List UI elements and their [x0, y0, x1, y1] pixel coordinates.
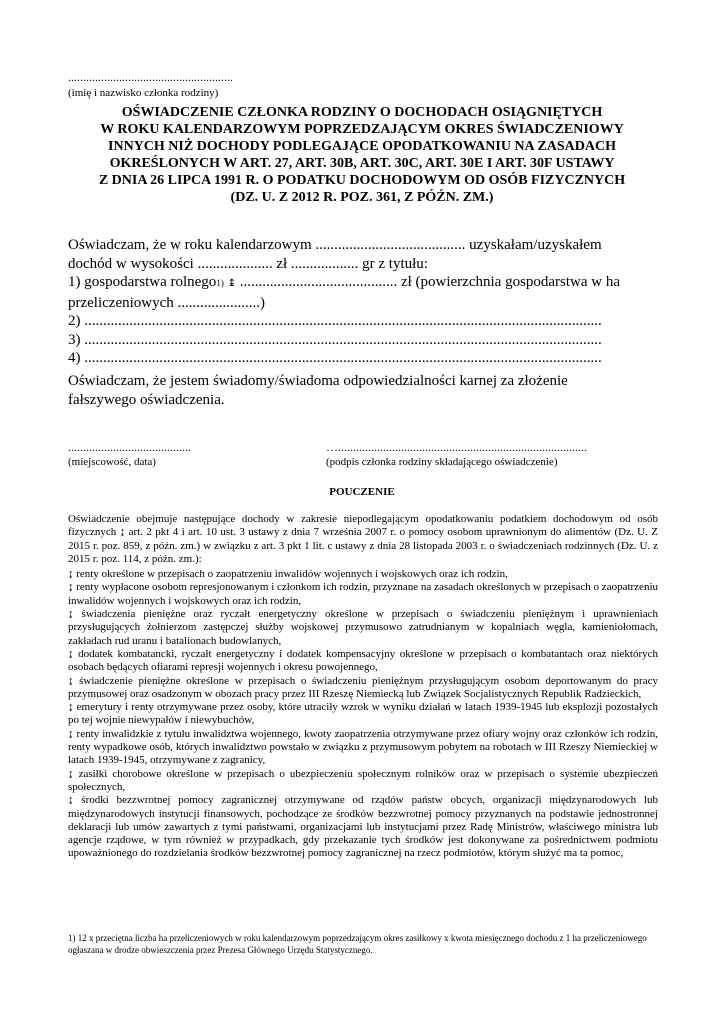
farm-label: 1) gospodarstwa rolnego [68, 274, 217, 290]
place-date-dots: ......................................... [68, 440, 191, 454]
name-caption: (imię i nazwisko członka rodziny) [68, 87, 219, 99]
title-line: (DZ. U. Z 2012 R. POZ. 361, Z PÓŹN. ZM.) [230, 190, 494, 205]
liability-line: fałszywego oświadczenia. [68, 391, 225, 408]
title-line: OŚWIADCZENIE CZŁONKA RODZINY O DOCHODACH OSIĄGNIĘTYCH [121, 105, 603, 120]
pouczenie-intro: Oświadczenie obejmuje następujące dochody w zakresie niepodlegającym opodatkowaniu podatkiem dochodowym od osób fizycznych ↨ art. 2 pkt 4 i art. 10 ust. 3 ustawy z dnia 7 września 2007 r. o pomocy osobom uprawnionym do alimentów (Dz. U. Z 2015 r. poz. 859, z późn. zm.) w związku z art. 3 pkt 1 lit. c ustawy z dnia 28 listopada 2003 r. o świadczeniach rodzinnych (Dz. U. z 2015 r. poz. 114, z późn. zm.): [68, 513, 658, 565]
farm-amount: .......................................... zł (powierzchnia gospodarstwa w ha [235, 274, 621, 290]
title-line: OKREŚLONYCH W ART. 27, ART. 30B, ART. 30C, ART. 30E I ART. 30F USTAWY [109, 156, 615, 171]
title-line: W ROKU KALENDARZOWYM POPRZEDZAJĄCYM OKRES ŚWIADCZENIOWY [100, 122, 624, 137]
title-line: Z DNIA 26 LIPCA 1991 R. O PODATKU DOCHODOWYM OD OSÓB FIZYCZNYCH [98, 173, 626, 188]
declaration-line: dochód w wysokości .................... zł .................. gr z tytułu: [68, 255, 428, 272]
footnote: 1) 12 x przeciętna liczba ha przeliczeniowych w roku kalendarzowym poprzedzającym okres zasiłkowy x kwota miesięcznego dochodu z 1 ha przeliczeniowego ogłaszana w drodze obwieszczenia przez Prezesa Głównego Urzędu Statystycznego. [68, 933, 647, 955]
footnote-ref: 1) [216, 278, 224, 288]
list-item: ↨ emerytury i renty otrzymywane przez osoby, które utraciły wzrok w wyniku działań w latach 1939-1945 lub eksplozji pozostałych po tej wojnie niewypałów i niewybuchów, [68, 701, 658, 727]
name-dots: ....................................................... [68, 70, 233, 84]
list-item: ↨ świadczenia pieniężne oraz ryczałt energetyczny określone w przepisach o świadczeniu pieniężnym i uprawnieniach przysługujących żołnierzom zastępczej służby wojskowej przymusowo zatrudnianym w kopalniach węgla, kamieniołomach, zakładach rud uranu i batalionach budowlanych, [68, 608, 658, 647]
place-date-caption: (miejscowość, data) [68, 456, 156, 468]
document-title [60, 104, 664, 206]
declaration-line: 4) .......................................................................................................................................... [68, 350, 602, 366]
pouczenie-body [68, 513, 658, 861]
list-item: ↨ zasiłki chorobowe określone w przepisach o ubezpieczeniu społecznym rolników oraz w przepisach o systemie ubezpieczeń społecznych, [68, 767, 658, 793]
list-item: ↨ renty wypłacone osobom represjonowanym i członkom ich rodzin, przyznane na zasadach określonych w przepisach o zaopatrzeniu inwalidów wojennych i wojskowych oraz ich rodzin, [68, 581, 658, 607]
liability-line: Oświadczam, że jestem świadomy/świadoma odpowiedzialności karnej za złożenie [68, 373, 568, 389]
liability-statement [68, 372, 668, 409]
list-item: ↨ renty określone w przepisach o zaopatrzeniu inwalidów wojennych i wojskowych oraz ich rodzin, [68, 568, 508, 581]
declaration-line: Oświadczam, że w roku kalendarzowym ........................................ uzyskałam/uzyskałem [68, 237, 602, 253]
list-item: ↨ renty inwalidzkie z tytułu inwalidztwa wojennego, kwoty zaopatrzenia otrzymywane przez ofiary wojny oraz członków ich rodzin, renty wypadkowe osób, których inwalidztwo powstało w związku z przymusowym pobytem na robotach w III Rzeszy Niemieckiej w latach 1939-1945, otrzymywane z zagranicy, [68, 727, 658, 767]
declaration-line: przeliczeniowych ......................) [68, 294, 266, 311]
declaration-line: 2) .......................................................................................................................................... [68, 313, 602, 329]
title-line: INNYCH NIŻ DOCHODY PODLEGAJĄCE OPODATKOWANIU NA ZASADACH [108, 139, 616, 154]
pouczenie-heading: POUCZENIE [329, 486, 395, 498]
signature-caption: (podpis członka rodziny składającego oświadczenie) [326, 456, 558, 468]
income-declaration [68, 236, 668, 368]
declaration-line: 3) .......................................................................................................................................... [68, 331, 602, 348]
list-item: ↨ środki bezzwrotnej pomocy zagranicznej otrzymywane od rządów państw obcych, organizacji międzynarodowych lub międzynarodowych instytucji finansowych, pochodzące ze środków bezzwrotnej pomocy przyznanych na podstawie jednostronnej deklaracji lub umów zawartych z tymi państwami, organizacjami lub instytucjami przez Radę Ministrów, właściwego ministra lub agencje rządowe, w tym również w przypadkach, gdy przekazanie tych środków jest dokonywane za pośrednictwem podmiotu upoważnionego do rozdzielania środków bezzwrotnej pomocy zagranicznej na rzecz podmiotów, którym służyć ma ta pomoc, [68, 794, 658, 860]
signature-dots: …................................................................................... [326, 440, 587, 454]
arrow-icon: ↨ [227, 278, 236, 289]
list-item: ↨ świadczenie pieniężne określone w przepisach o świadczeniu pieniężnym przysługującym osobom deportowanym do pracy przymusowej oraz osadzonym w obozach pracy przez III Rzeszę Niemiecką lub Związek Socjalistycznych Republik Radzieckich, [68, 674, 658, 700]
declaration-line-farm [68, 273, 668, 294]
list-item: ↨ dodatek kombatancki, ryczałt energetyczny i dodatek kompensacyjny określone w przepisach o kombatantach oraz niektórych osobach będących ofiarami represji wojennych i okresu powojennego, [68, 647, 658, 674]
